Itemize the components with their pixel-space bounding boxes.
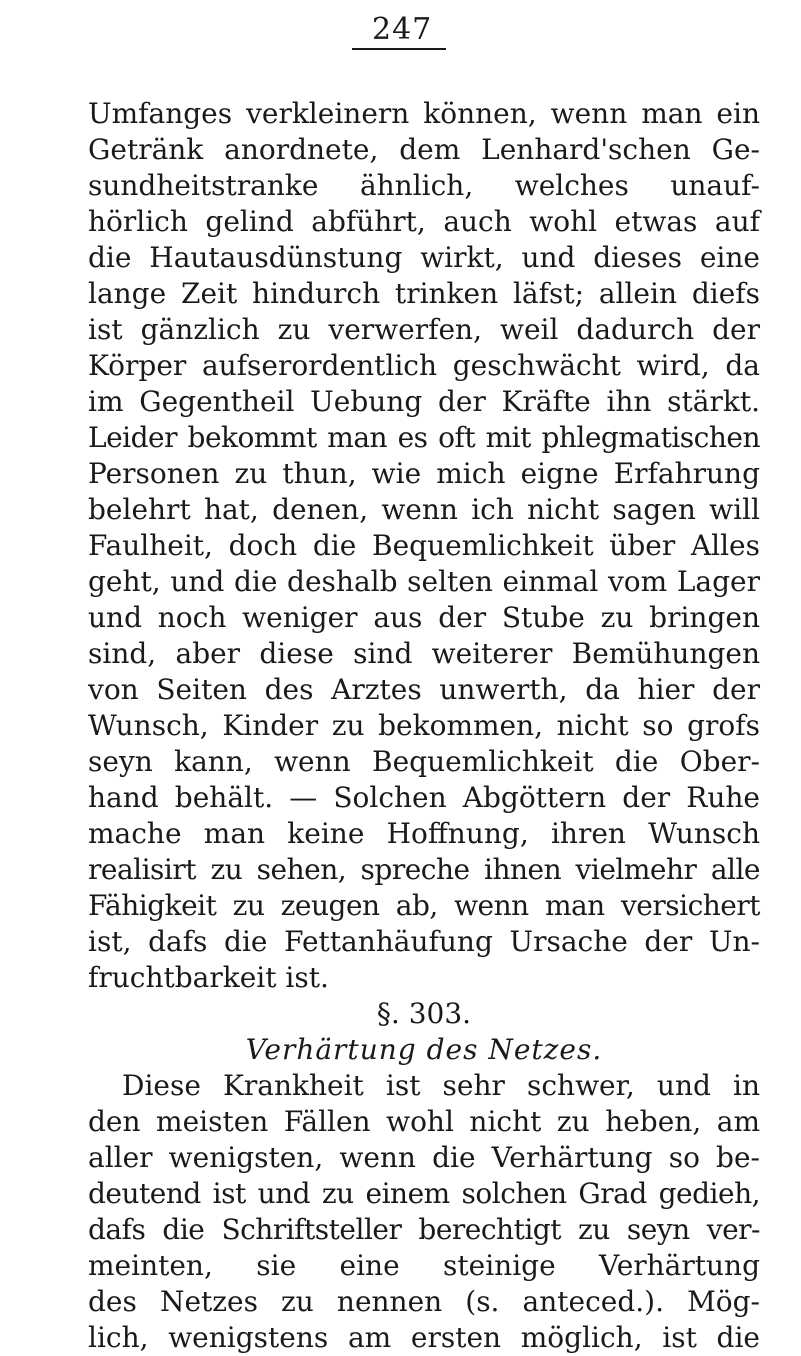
- text-line: hörlich gelind abführt, auch wohl etwas auf: [88, 205, 760, 238]
- text-line: und noch weniger aus der Stube zu bringen: [88, 601, 760, 634]
- text-line: realisirt zu sehen, spreche ihnen vielmehr alle: [88, 853, 760, 886]
- text-line: Diese Krankheit ist sehr schwer, und in: [122, 1069, 760, 1102]
- section-heading: Verhärtung des Netzes.: [245, 1033, 603, 1066]
- text-line: hand behält. — Solchen Abgöttern der Ruhe: [88, 781, 760, 814]
- text-line: Leider bekommt man es oft mit phlegmatischen: [88, 421, 760, 454]
- page-number-rule: [352, 48, 446, 50]
- text-line: Getränk anordnete, dem Lenhard'schen Ge-: [88, 133, 760, 166]
- text-line: meinten, sie eine steinige Verhärtung: [88, 1249, 760, 1282]
- text-line: von Seiten des Arztes unwerth, da hier der: [88, 673, 760, 706]
- text-line: ist, dafs die Fettanhäufung Ursache der Un-: [88, 925, 760, 958]
- text-line: deutend ist und zu einem solchen Grad gedieh,: [88, 1177, 760, 1210]
- text-line: geht, und die deshalb selten einmal vom Lager: [88, 565, 760, 598]
- text-line: die Hautausdünstung wirkt, und dieses eine: [88, 241, 760, 274]
- text-line: Personen zu thun, wie mich eigne Erfahrung: [88, 457, 760, 490]
- text-line: belehrt hat, denen, wenn ich nicht sagen will: [88, 493, 760, 526]
- text-line: aller wenigsten, wenn die Verhärtung so be-: [88, 1141, 760, 1174]
- text-line: des Netzes zu nennen (s. anteced.). Mög-: [88, 1285, 760, 1318]
- text-line: mache man keine Hoffnung, ihren Wunsch: [88, 817, 760, 850]
- text-line: seyn kann, wenn Bequemlichkeit die Ober-: [88, 745, 760, 778]
- text-line: Körper aufserordentlich geschwächt wird, da: [88, 349, 760, 382]
- text-line: lich, wenigstens am ersten möglich, ist die: [88, 1321, 760, 1354]
- text-line: fruchtbarkeit ist.: [88, 961, 329, 994]
- text-line: sind, aber diese sind weiterer Bemühungen: [88, 637, 760, 670]
- text-line: Umfanges verkleinern können, wenn man ein: [88, 97, 760, 130]
- text-line: sundheitstranke ähnlich, welches unauf-: [88, 169, 760, 202]
- text-line: Fähigkeit zu zeugen ab, wenn man versichert: [88, 889, 760, 922]
- text-line: im Gegentheil Uebung der Kräfte ihn stärkt.: [88, 385, 760, 418]
- body-text: [88, 96, 760, 1356]
- text-line: den meisten Fällen wohl nicht zu heben, am: [88, 1105, 760, 1138]
- section-number: §. 303.: [376, 997, 472, 1030]
- text-line: ist gänzlich zu verwerfen, weil dadurch der: [88, 313, 760, 346]
- text-line: dafs die Schriftsteller berechtigt zu seyn ver-: [88, 1213, 760, 1246]
- page-number: 247: [372, 12, 433, 47]
- text-line: Wunsch, Kinder zu bekommen, nicht so grofs: [88, 709, 760, 742]
- text-line: lange Zeit hindurch trinken läfst; allein diefs: [88, 277, 760, 310]
- text-line: Faulheit, doch die Bequemlichkeit über Alles: [88, 529, 760, 562]
